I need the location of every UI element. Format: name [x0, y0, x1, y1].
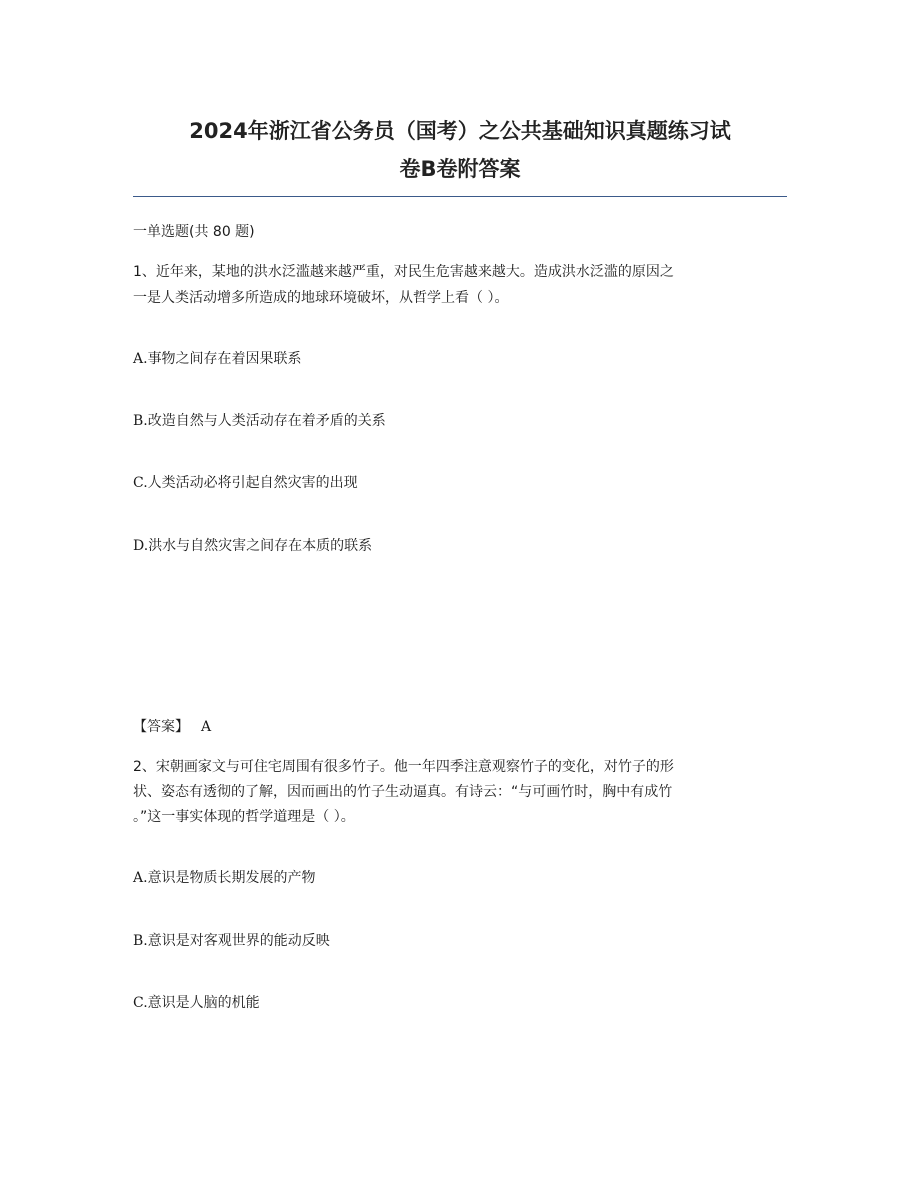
- section-heading: 一单选题(共 80 题): [133, 224, 255, 240]
- option-text: 意识是物质长期发展的产物: [147, 870, 316, 886]
- option-letter: A.: [133, 870, 148, 886]
- answer-value: A: [201, 719, 212, 735]
- title-line-2: 卷B卷附答案: [399, 157, 521, 181]
- option-text: 改造自然与人类活动存在着矛盾的关系: [147, 413, 386, 429]
- option-text: 洪水与自然灾害之间存在本质的联系: [148, 538, 373, 554]
- question-1-stem-line-2: 一是人类活动增多所造成的地球环境破坏，从哲学上看（ ）。: [133, 290, 509, 306]
- question-1-option-c: [133, 473, 358, 493]
- question-1-option-b: [133, 411, 386, 431]
- document-title: [132, 112, 788, 188]
- question-1-option-a: [133, 349, 302, 369]
- question-2-option-c: [133, 993, 260, 1013]
- question-2-stem-line-1: 2、宋朝画家文与可住宅周围有很多竹子。他一年四季注意观察竹子的变化，对竹子的形: [133, 759, 674, 775]
- question-2-stem-line-2: 状、姿态有透彻的了解，因而画出的竹子生动逼真。有诗云：“与可画竹时，胸中有成竹: [133, 784, 673, 800]
- option-letter: D.: [133, 538, 149, 554]
- title-line-1: 2024年浙江省公务员（国考）之公共基础知识真题练习试: [189, 119, 731, 143]
- option-letter: A.: [133, 351, 148, 367]
- option-text: 意识是对客观世界的能动反映: [147, 933, 330, 949]
- option-text: 事物之间存在着因果联系: [147, 351, 302, 367]
- question-1-option-d: [133, 536, 372, 556]
- question-1-stem-line-1: 1、近年来，某地的洪水泛滥越来越严重，对民生危害越来越大。造成洪水泛滥的原因之: [133, 264, 674, 280]
- option-letter: B.: [133, 413, 148, 429]
- option-letter: C.: [133, 995, 148, 1011]
- option-letter: B.: [133, 933, 148, 949]
- answer-label: 【答案】: [133, 719, 189, 735]
- question-2-option-a: [133, 868, 316, 888]
- option-text: 意识是人脑的机能: [147, 995, 260, 1011]
- question-2-option-b: [133, 931, 330, 951]
- title-divider: [133, 196, 787, 197]
- option-text: 人类活动必将引起自然灾害的出现: [147, 475, 358, 491]
- option-letter: C.: [133, 475, 148, 491]
- question-1-answer: [133, 717, 211, 737]
- question-2-stem-line-3: 。”这一事实体现的哲学道理是（ ）。: [133, 809, 355, 825]
